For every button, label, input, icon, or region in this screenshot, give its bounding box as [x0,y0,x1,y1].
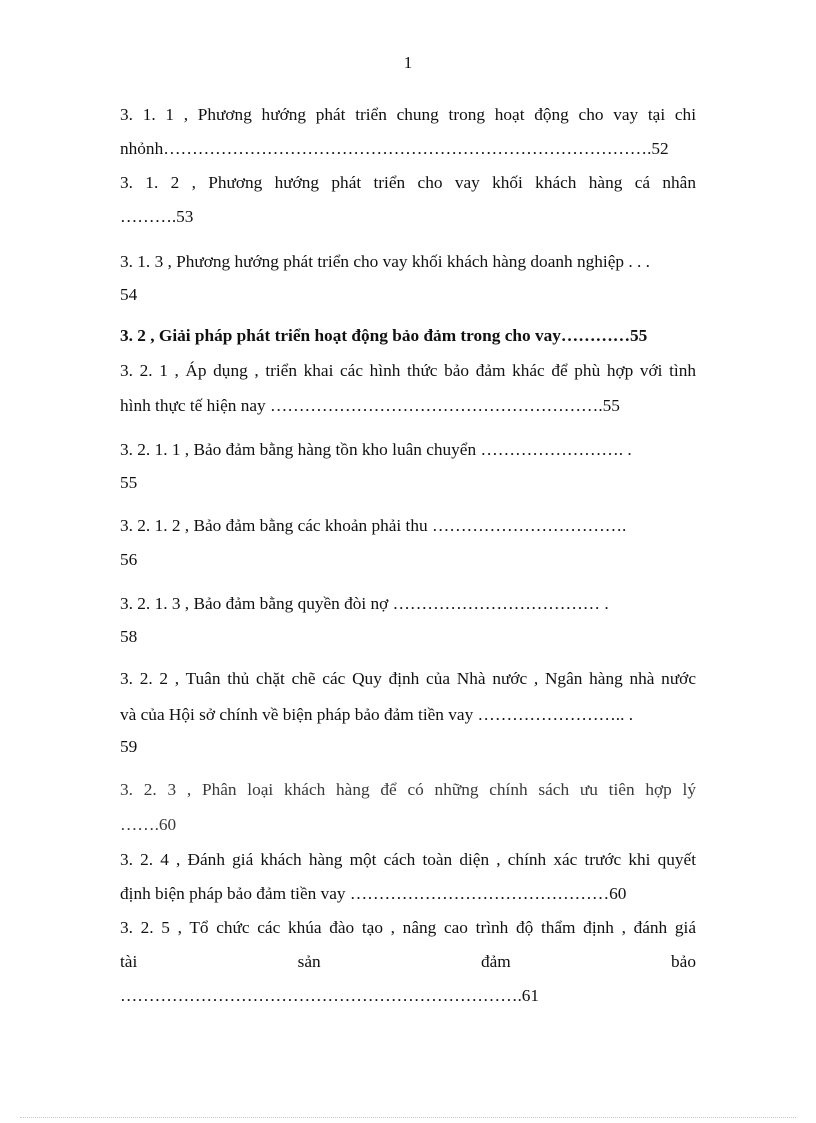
toc-entry-3-2-3: 3. 2. 3 , Phân loại khách hàng để có những chính sách ưu tiên hợp lý [120,780,696,799]
toc-entry-3-1-3: 3. 1. 3 , Phương hướng phát triển cho vay khối khách hàng doanh nghiệp . . . [120,252,650,271]
toc-entry-3-1-3-page: 54 [120,285,138,304]
toc-entry-3-2-1-1-page: 55 [120,473,138,492]
toc-entry-3-1-1-cont: nhỏnh………………………………………………………………………….52 [120,139,669,158]
toc-entry-3-2-1: 3. 2. 1 , Áp dụng , triển khai các hình thức bảo đảm khác để phù hợp với tình [120,361,696,380]
toc-entry-3-2-1-3-page: 58 [120,627,138,646]
toc-entry-3-1-2: 3. 1. 2 , Phương hướng phát triển cho vay khối khách hàng cá nhân [120,173,696,192]
toc-entry-3-2-4: 3. 2. 4 , Đánh giá khách hàng một cách toàn diện , chính xác trước khi quyết [120,850,696,869]
page-bottom-rule [20,1117,796,1118]
toc-entry-3-2-1-2: 3. 2. 1. 2 , Bảo đảm bằng các khoản phải thu ……………………………. [120,516,627,535]
toc-entry-3-2-5-cont: tài sản đảm bảo [120,952,696,971]
toc-entry-3-2-2-cont: và của Hội sở chính về biện pháp bảo đảm tiền vay …………………….. . [120,705,634,724]
toc-entry-3-2-5-page: …………………………………………………………….61 [120,986,540,1005]
toc-section-3-2: 3. 2 , Giải pháp phát triển hoạt động bảo đảm trong cho vay…………55 [120,326,648,345]
toc-entry-3-2-1-1: 3. 2. 1. 1 , Bảo đảm bằng hàng tồn kho luân chuyển ……………………. . [120,440,632,459]
toc-entry-3-2-1-2-page: 56 [120,550,138,569]
toc-entry-3-1-1: 3. 1. 1 , Phương hướng phát triển chung trong hoạt động cho vay tại chi [120,105,696,124]
toc-entry-3-2-2-page: 59 [120,737,138,756]
toc-entry-3-2-5: 3. 2. 5 , Tổ chức các khúa đào tạo , nâng cao trình độ thẩm định , đánh giá [120,918,696,937]
toc-entry-3-2-1-cont: hình thực tế hiện nay ………………………………………………….55 [120,396,620,415]
toc-entry-3-2-4-cont: định biện pháp bảo đảm tiền vay ………………………………………60 [120,884,627,903]
page-number: 1 [403,53,413,72]
toc-entry-3-1-2-cont: ……….53 [120,207,194,226]
toc-entry-3-2-2: 3. 2. 2 , Tuân thủ chặt chẽ các Quy định của Nhà nước , Ngân hàng nhà nước [120,669,696,688]
toc-entry-3-2-3-cont: …….60 [120,815,177,834]
toc-entry-3-2-1-3: 3. 2. 1. 3 , Bảo đảm bằng quyền đòi nợ ……………………………… . [120,594,609,613]
